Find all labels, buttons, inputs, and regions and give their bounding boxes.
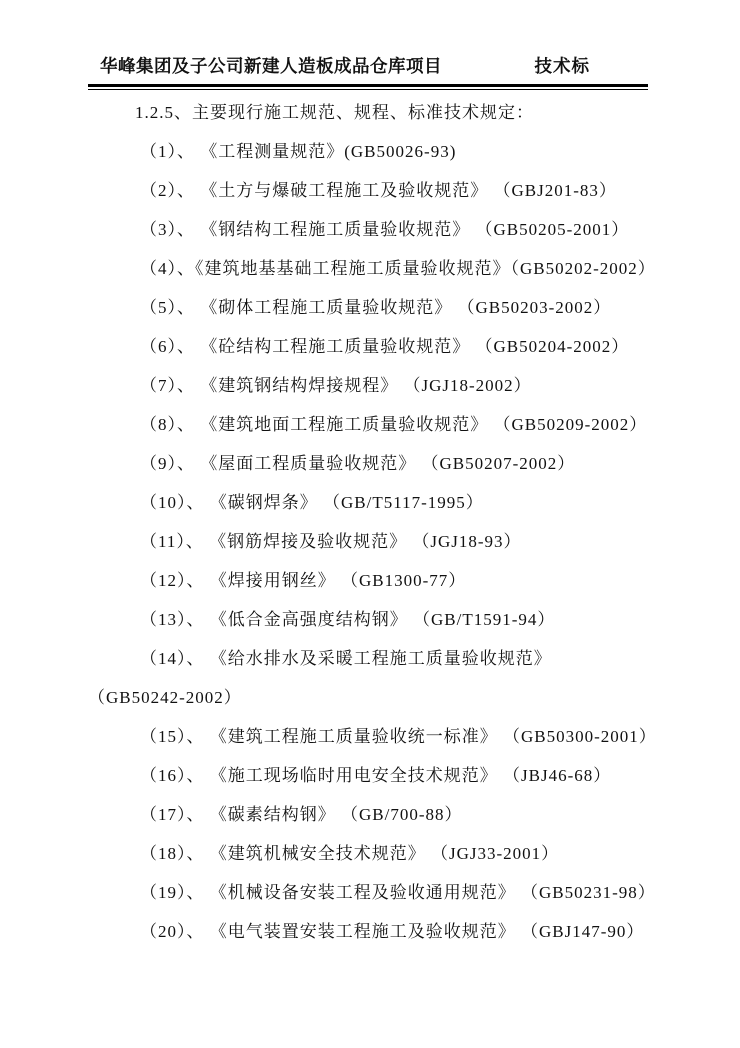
list-item <box>88 337 654 376</box>
list-item <box>88 493 654 532</box>
list-item-text: （15）、 《建筑工程施工质量验收统一标准》 （GB50300-2001） <box>140 727 657 746</box>
list-item-text: （3）、 《钢结构工程施工质量验收规范》 （GB50205-2001） <box>140 220 630 239</box>
list-item <box>88 259 654 298</box>
doc-type-label: 技术标 <box>534 56 590 76</box>
section-heading: 1.2.5、主要现行施工规范、规程、标准技术规定： <box>135 103 534 122</box>
list-item <box>88 844 654 883</box>
list-item-text: （8）、 《建筑地面工程施工质量验收规范》 （GB50209-2002） <box>140 415 648 434</box>
list-item-text: （17）、 《碳素结构钢》 （GB/700-88） <box>140 805 463 824</box>
list-item <box>88 883 654 922</box>
list-item-text: （2）、 《土方与爆破工程施工及验收规范》 （GBJ201-83） <box>140 181 617 200</box>
list-item <box>88 415 654 454</box>
spec-list <box>88 142 657 961</box>
list-item <box>88 454 654 493</box>
list-item-text: （11）、 《钢筋焊接及验收规范》 （JGJ18-93） <box>140 532 522 551</box>
list-item-continuation: （GB50242-2002） <box>88 688 242 707</box>
list-item <box>88 376 654 415</box>
list-item <box>88 610 654 649</box>
list-item-text: （13）、 《低合金高强度结构钢》 （GB/T1591-94） <box>140 610 556 629</box>
list-item <box>88 532 654 571</box>
page-header <box>88 53 648 78</box>
list-item-text: （18）、 《建筑机械安全技术规范》 （JGJ33-2001） <box>140 844 560 863</box>
list-item <box>88 298 654 337</box>
list-item <box>88 805 654 844</box>
list-item-text: （14）、 《给水排水及采暖工程施工质量验收规范》 <box>140 649 552 668</box>
list-item-text: （7）、 《建筑钢结构焊接规程》 （JGJ18-2002） <box>140 376 532 395</box>
document-body <box>88 103 657 961</box>
list-item-text: （10）、 《碳钢焊条》 （GB/T5117-1995） <box>140 493 484 512</box>
list-item-text: （1）、 《工程测量规范》(GB50026-93) <box>140 142 457 161</box>
list-item <box>88 571 654 610</box>
list-item-text: （12）、 《焊接用钢丝》 （GB1300-77） <box>140 571 467 590</box>
list-item-text: （20）、 《电气装置安装工程施工及验收规范》 （GBJ147-90） <box>140 922 645 941</box>
list-item <box>88 220 654 259</box>
list-item-text: （5）、 《砌体工程施工质量验收规范》 （GB50203-2002） <box>140 298 612 317</box>
header-rule <box>88 84 648 90</box>
list-item <box>88 649 654 727</box>
list-item-text: （6）、 《砼结构工程施工质量验收规范》 （GB50204-2002） <box>140 337 630 356</box>
list-item <box>88 727 657 766</box>
list-item <box>88 181 654 220</box>
list-item <box>88 142 654 181</box>
list-item <box>88 766 654 805</box>
list-item-text: （9）、 《屋面工程质量验收规范》 （GB50207-2002） <box>140 454 576 473</box>
list-item-text: （4）、《建筑地基基础工程施工质量验收规范》（GB50202-2002） <box>140 259 656 278</box>
list-item-text: （19）、 《机械设备安装工程及验收通用规范》 （GB50231-98） <box>140 883 656 902</box>
list-item <box>88 922 654 961</box>
list-item-text: （16）、 《施工现场临时用电安全技术规范》 （JBJ46-68） <box>140 766 612 785</box>
project-title: 华峰集团及子公司新建人造板成品仓库项目 <box>100 56 442 76</box>
